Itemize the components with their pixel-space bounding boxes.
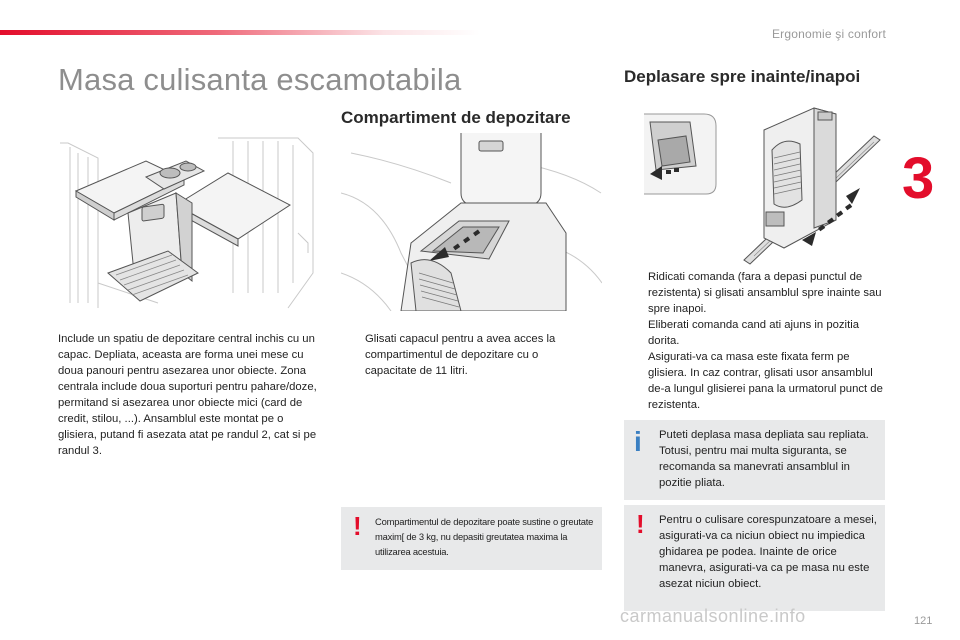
- chapter-number: 3: [902, 146, 935, 211]
- storage-illustration: [341, 133, 602, 311]
- page-title: Masa culisanta escamotabila: [58, 62, 462, 97]
- watermark: carmanualsonline.info: [620, 606, 806, 626]
- move-bullet-list: [624, 269, 886, 413]
- move-warning-text: Pentru o culisare corespunzatoare a mesei, asigurati-va ca niciun obiect nu impiedica ghidarea pe podea. Inainte de orice manevra, asigurati-va ca pe masa nu este asezat niciun obiect.: [659, 514, 877, 590]
- intro-paragraph: Include un spatiu de depozitare central inchis cu un capac. Depliata, aceasta are forma unei mese cu doua panouri pentru asezarea unor obiecte. Zona centrala include doua suporturi pentru pahare/doze, permitand si asezarea unor obiecte mici (card de credit, stilou, ...). Ansamblul este montat pe o glisiera, putand fi asezata atat pe randul 2, cat si pe randul 3.: [58, 333, 317, 457]
- move-heading: Deplasare spre inainte/inapoi: [624, 67, 861, 86]
- storage-warning-note: [341, 507, 602, 570]
- move-warning-note: [624, 505, 885, 611]
- storage-warning-text: Compartimentul de depozitare poate sustine o greutate maxim[ de 3 kg, nu depasiti greutatea maxima la utilizarea acestuia.: [375, 516, 594, 557]
- list-item: Eliberati comanda cand ati ajuns in pozitia dorita.: [648, 319, 860, 347]
- move-info-text: Puteti deplasa masa depliata sau repliata. Totusi, pentru mai multa siguranta, se recomanda sa manevrati ansamblul in pozitie pliata.: [659, 429, 869, 489]
- list-item: Ridicati comanda (fara a depasi punctul de rezistenta) si glisati ansamblul spre inainte sau spre inapoi.: [648, 271, 882, 315]
- storage-bullet-list: [341, 331, 573, 379]
- list-item: Glisati capacul pentru a avea acces la compartimentul de depozitare cu o capacitate de 11 litri.: [365, 333, 556, 377]
- page-number: 121: [914, 615, 933, 627]
- warning-icon: !: [353, 511, 362, 541]
- table-illustration: [58, 133, 320, 311]
- storage-heading: Compartiment de depozitare: [341, 108, 571, 127]
- section-name: Ergonomie şi confort: [771, 27, 886, 41]
- slide-illustration: [624, 100, 886, 265]
- move-info-note: [624, 420, 885, 500]
- warning-icon: !: [636, 509, 645, 539]
- list-item: Asigurati-va ca masa este fixata ferm pe glisiera. In caz contrar, glisati usor ansamblul de-a lungul glisierei pana la urmatorul punct de rezistenta.: [648, 351, 883, 411]
- header-accent-bar: [0, 30, 480, 35]
- info-icon: i: [634, 426, 642, 457]
